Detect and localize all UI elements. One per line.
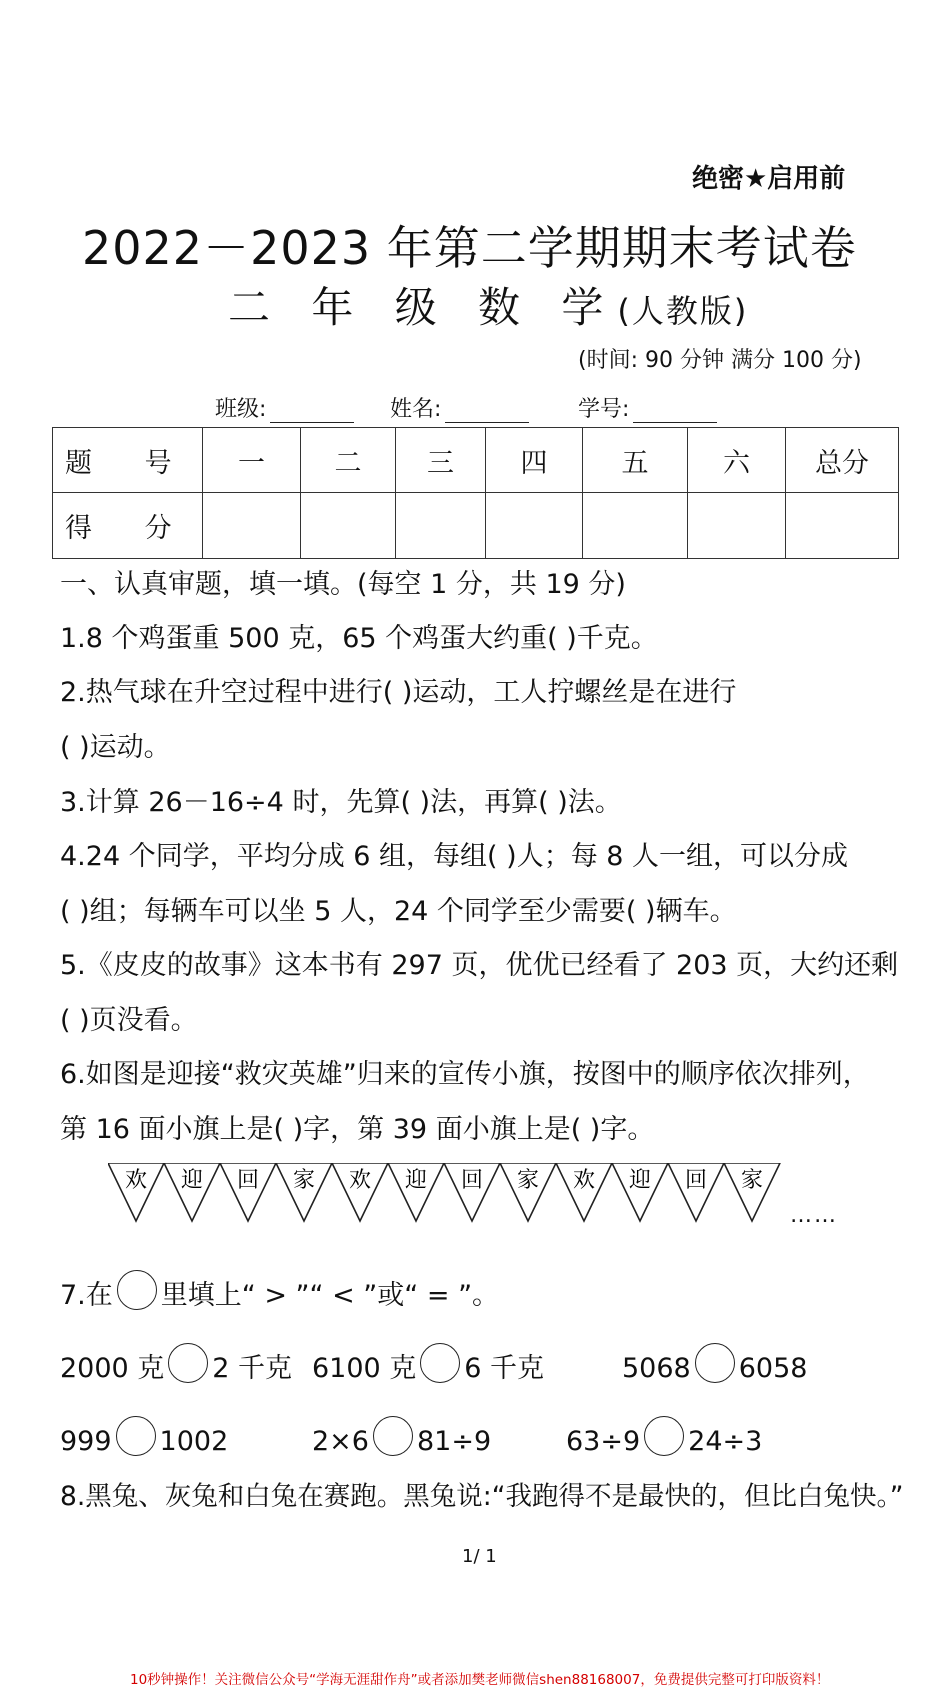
compare-left: 2000 克 bbox=[60, 1353, 165, 1384]
score-cell-3[interactable] bbox=[396, 493, 486, 559]
score-cell-5[interactable] bbox=[583, 493, 688, 559]
exam-title: 2022－2023 年第二学期期末考试卷 bbox=[82, 221, 857, 275]
answer-circle bbox=[117, 1270, 157, 1310]
class-label: 班级: bbox=[215, 397, 267, 422]
question-5-line-2: ( )页没看。 bbox=[60, 1005, 198, 1036]
score-table-score-row bbox=[53, 493, 899, 559]
compare-2 bbox=[312, 1343, 544, 1385]
flag-2 bbox=[164, 1163, 220, 1221]
question-8: 8.黑兔、灰兔和白兔在赛跑。黑兔说:“我跑得不是最快的，但比白兔快。” bbox=[60, 1481, 904, 1512]
question-7 bbox=[60, 1270, 499, 1312]
compare-circle-4[interactable] bbox=[116, 1416, 156, 1456]
compare-right: 24÷3 bbox=[688, 1426, 763, 1457]
flag-char: 回 bbox=[236, 1168, 260, 1193]
flag-char: 回 bbox=[684, 1168, 708, 1193]
compare-right: 6 千克 bbox=[464, 1353, 545, 1384]
compare-right: 2 千克 bbox=[212, 1353, 293, 1384]
id-label: 学号: bbox=[578, 397, 630, 422]
col-3: 三 bbox=[396, 428, 486, 493]
question-6-line-2: 第 16 面小旗上是( )字，第 39 面小旗上是( )字。 bbox=[60, 1114, 655, 1145]
question-7-prefix: 7.在 bbox=[60, 1280, 113, 1311]
row-head-question: 题 号 bbox=[53, 428, 203, 493]
col-6: 六 bbox=[688, 428, 786, 493]
compare-left: 6100 克 bbox=[312, 1353, 417, 1384]
question-5-line-1: 5.《皮皮的故事》这本书有 297 页，优优已经看了 203 页，大约还剩 bbox=[60, 950, 899, 981]
grade-subject: 二 年 级 数 学 bbox=[228, 283, 618, 332]
compare-3 bbox=[622, 1343, 807, 1384]
compare-right: 1002 bbox=[159, 1426, 229, 1457]
compare-circle-2[interactable] bbox=[420, 1343, 460, 1383]
compare-6 bbox=[566, 1416, 762, 1457]
flag-char: 迎 bbox=[628, 1168, 652, 1193]
score-cell-2[interactable] bbox=[301, 493, 396, 559]
question-6-line-1: 6.如图是迎接“救灾英雄”归来的宣传小旗，按图中的顺序依次排列， bbox=[60, 1059, 870, 1090]
flag-6 bbox=[388, 1163, 444, 1221]
compare-right: 81÷9 bbox=[416, 1426, 492, 1457]
flag-3 bbox=[220, 1163, 276, 1221]
score-table bbox=[52, 427, 899, 559]
student-id-field[interactable] bbox=[578, 392, 717, 423]
question-7-suffix: 里填上“ > ”“ < ”或“ = ”。 bbox=[160, 1280, 500, 1311]
promo-footer: 10秒钟操作！关注微信公众号“学海无涯甜作舟”或者添加樊老师微信shen88168007，免费提供完整可打印版资料！ bbox=[130, 1672, 830, 1688]
name-label: 姓名: bbox=[390, 397, 442, 422]
compare-left: 999 bbox=[60, 1426, 112, 1457]
score-cell-1[interactable] bbox=[203, 493, 301, 559]
row-head-score: 得 分 bbox=[53, 493, 203, 559]
flags-ellipsis: …… bbox=[790, 1203, 838, 1228]
compare-circle-5[interactable] bbox=[373, 1416, 413, 1456]
flag-char: 欢 bbox=[572, 1168, 596, 1193]
class-field[interactable] bbox=[215, 392, 354, 423]
flag-banner bbox=[108, 1163, 798, 1225]
compare-right: 6058 bbox=[738, 1353, 808, 1384]
compare-left: 5068 bbox=[622, 1353, 691, 1384]
flag-1 bbox=[108, 1163, 164, 1221]
flag-11 bbox=[668, 1163, 724, 1221]
score-cell-4[interactable] bbox=[486, 493, 583, 559]
page-number: 1/ 1 bbox=[462, 1546, 497, 1567]
question-2-line-1: 2.热气球在升空过程中进行( )运动，工人拧螺丝是在进行 bbox=[60, 677, 737, 708]
exam-subtitle bbox=[228, 275, 748, 335]
flag-10 bbox=[612, 1163, 668, 1221]
flag-5 bbox=[332, 1163, 388, 1221]
score-cell-total[interactable] bbox=[786, 493, 899, 559]
compare-circle-6[interactable] bbox=[644, 1416, 684, 1456]
compare-4 bbox=[60, 1416, 228, 1457]
flag-char: 回 bbox=[460, 1168, 484, 1193]
question-2-line-2: ( )运动。 bbox=[60, 732, 171, 763]
flag-char: 迎 bbox=[180, 1168, 204, 1193]
flag-char: 欢 bbox=[348, 1168, 372, 1193]
flag-char: 迎 bbox=[404, 1168, 428, 1193]
col-2: 二 bbox=[301, 428, 396, 493]
flag-char: 欢 bbox=[124, 1168, 148, 1193]
compare-left: 63÷9 bbox=[566, 1426, 641, 1457]
flag-char: 家 bbox=[516, 1168, 540, 1193]
question-4-line-1: 4.24 个同学，平均分成 6 组，每组( )人；每 8 人一组，可以分成 bbox=[60, 841, 849, 872]
flag-char: 家 bbox=[740, 1168, 764, 1193]
compare-5 bbox=[312, 1416, 491, 1457]
name-field[interactable] bbox=[390, 392, 529, 423]
col-total: 总分 bbox=[786, 428, 899, 493]
flag-9 bbox=[556, 1163, 612, 1221]
flag-8 bbox=[500, 1163, 556, 1221]
question-3: 3.计算 26－16÷4 时，先算( )法，再算( )法。 bbox=[60, 787, 622, 818]
flag-char: 家 bbox=[292, 1168, 316, 1193]
question-1: 1.8 个鸡蛋重 500 克，65 个鸡蛋大约重( )千克。 bbox=[60, 623, 658, 654]
score-table-header-row bbox=[53, 428, 899, 493]
compare-left: 2×6 bbox=[312, 1426, 369, 1457]
compare-1 bbox=[60, 1343, 292, 1385]
confidential-mark: 绝密★启用前 bbox=[692, 164, 846, 194]
compare-circle-3[interactable] bbox=[695, 1343, 735, 1383]
col-5: 五 bbox=[583, 428, 688, 493]
flag-7 bbox=[444, 1163, 500, 1221]
flag-4 bbox=[276, 1163, 332, 1221]
flag-12 bbox=[724, 1163, 780, 1221]
section-heading: 一、认真审题，填一填。(每空 1 分，共 19 分) bbox=[60, 569, 626, 600]
score-cell-6[interactable] bbox=[688, 493, 786, 559]
col-4: 四 bbox=[486, 428, 583, 493]
edition-label: (人教版) bbox=[617, 292, 749, 330]
time-info: (时间: 90 分钟 满分 100 分) bbox=[578, 348, 862, 373]
question-4-line-2: ( )组；每辆车可以坐 5 人，24 个同学至少需要( )辆车。 bbox=[60, 896, 737, 927]
col-1: 一 bbox=[203, 428, 301, 493]
compare-circle-1[interactable] bbox=[168, 1343, 208, 1383]
